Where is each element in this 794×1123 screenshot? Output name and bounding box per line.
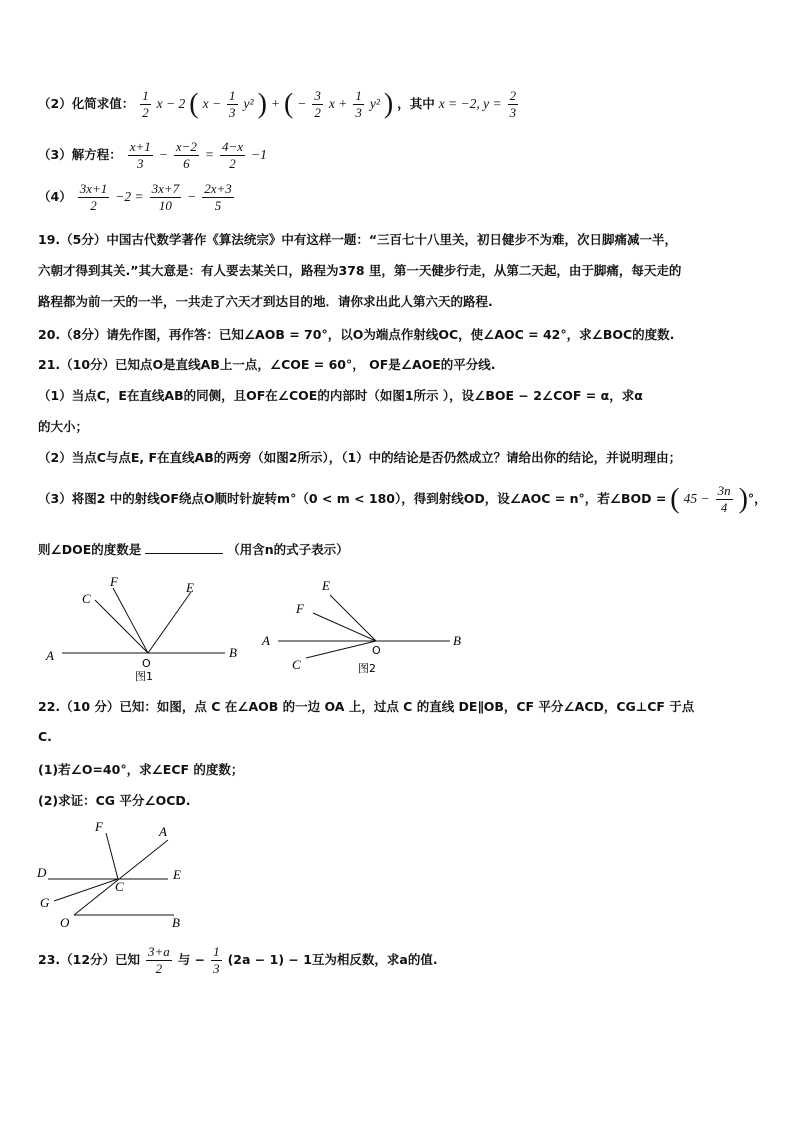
q21-line4: （2）当点C与点E, F在直线AB的两旁（如图2所示），（1）中的结论是否仍然成立？请给出你的结论，并说明理由； — [38, 450, 682, 465]
label-e: E — [186, 580, 194, 595]
q21-line6-hint: （用含n的式子表示） — [227, 542, 349, 557]
answer-blank[interactable] — [145, 553, 223, 554]
ray-of — [313, 613, 376, 641]
ray-oe — [148, 592, 191, 653]
label-b: B — [453, 633, 461, 648]
q21-figure-2 — [258, 575, 468, 680]
q21-line5: （3）将图2 中的射线OF绕点O顺时针旋转m°（0 < m < 180），得到射线OD，设∠AOC = n°，若∠BOD = ( 45 − $\frac{3n}{4}$ )°， — [38, 483, 767, 515]
label-o: O — [60, 915, 70, 930]
ray-cg — [54, 879, 118, 901]
q23-line — [38, 944, 438, 977]
fraction: $\frac{3x+1}{2}$ — [79, 181, 108, 213]
label-f: F — [110, 574, 118, 589]
q18-part4: （4） $\frac{3x+1}{2}$ −2 = $\frac{3x+7}{10}$ − $\frac{2x+3}{5}$ — [38, 181, 232, 213]
q22-line1: 22.（10 分）已知：如图，点 C 在∠AOB 的一边 OA 上，过点 C 的直线 DE∥OB，CF 平分∠ACD，CG⊥CF 于点 — [38, 699, 695, 714]
expr-text: −1 — [251, 147, 267, 162]
q18-part3-label: （3）解方程： — [38, 147, 122, 162]
q21-line5-text: （3）将图2 中的射线OF绕点O顺时针旋转m°（0 < m < 180），得到射线OD，设∠AOC = n°，若∠BOD = — [38, 491, 667, 506]
q21-figure-1 — [40, 570, 250, 682]
q18-part2: （2）化简求值： $\frac{1}{2}$ x − 2 ( x − $\frac{1}{3}$ y² ) + ( − $\frac{3}{2}$ x + $\frac{1}{3}$ y² ) ，其中 x = −2, y = $\frac{2}{3}$ — [38, 88, 517, 120]
expr-text: y² — [243, 96, 254, 111]
q19-line2: 六朝才得到其关.”其大意是：有人要去某关口，路程为378 里，第一天健步行走，从第二天起，由于脚痛，每天走的 — [38, 263, 682, 278]
fraction: $\frac{3}{2}$ — [314, 88, 321, 120]
q22-line4: (2)求证：CG 平分∠OCD. — [38, 793, 191, 808]
fraction: $\frac{4-x}{2}$ — [221, 139, 244, 171]
label-a: A — [46, 648, 54, 663]
expr-text: 45 − — [683, 491, 710, 506]
fraction: $\frac{1}{2}$ — [142, 88, 149, 120]
ray-oc — [95, 600, 148, 653]
label-b: B — [172, 915, 180, 930]
expr-text: x = −2, y = — [438, 96, 502, 111]
q21-line1: 21.（10分）已知点O是直线AB上一点，∠COE = 60°， OF是∠AOE的平分线. — [38, 357, 496, 372]
label-c: C — [82, 591, 91, 606]
label-e: E — [322, 578, 330, 593]
ray-oa — [74, 840, 168, 915]
fraction: $\frac{x-2}{6}$ — [175, 139, 197, 171]
label-o: O — [372, 644, 381, 657]
ray-cf — [106, 833, 118, 879]
label-c: C — [115, 879, 124, 894]
label-e: E — [173, 867, 181, 882]
label-o: O — [142, 657, 151, 670]
q22-line3: (1)若∠O=40°，求∠ECF 的度数； — [38, 762, 244, 777]
q18-part2-label: （2）化简求值： — [38, 96, 135, 111]
q22-line2: C. — [38, 729, 52, 744]
fraction: $\frac{3n}{4}$ — [717, 483, 731, 515]
fraction: $\frac{1}{3}$ — [213, 944, 220, 976]
fraction: $\frac{3+a}{2}$ — [148, 944, 170, 976]
ray-of — [113, 588, 148, 653]
label-g: G — [40, 895, 50, 910]
condition-label: ，其中 — [397, 96, 435, 111]
q23-text-a: 23.（12分）已知 — [38, 952, 141, 967]
expr-text: x − — [202, 96, 222, 111]
q23-text-c: (2a − 1) − 1互为相反数，求a的值. — [227, 952, 438, 967]
q21-line6 — [38, 540, 349, 558]
expr-text: x − 2 — [156, 96, 186, 111]
label-d: D — [37, 865, 47, 880]
q21-line6-text: 则∠DOE的度数是 — [38, 542, 142, 557]
q18-part4-label: （4） — [38, 189, 72, 204]
expr-text: y² — [369, 96, 380, 111]
q20-line1: 20.（8分）请先作图，再作答：已知∠AOB = 70°，以O为端点作射线OC，使∠AOC = 42°，求∠BOC的度数. — [38, 327, 675, 342]
fraction: $\frac{3x+7}{10}$ — [151, 181, 180, 213]
q22-figure — [34, 815, 204, 930]
q21-line2: （1）当点C，E在直线AB的同侧，且OF在∠COE的内部时（如图1所示 ），设∠BOE − 2∠COF = α，求α — [38, 388, 643, 403]
figure-caption: 图2 — [358, 662, 376, 675]
label-a: A — [159, 824, 167, 839]
fraction: $\frac{1}{3}$ — [229, 88, 236, 120]
label-a: A — [262, 633, 270, 648]
q23-text-b: 与 − — [177, 952, 206, 967]
q21-line3: 的大小； — [38, 419, 89, 434]
expr-text: + — [270, 96, 280, 111]
ray-oe — [330, 595, 376, 641]
label-b: B — [229, 645, 237, 660]
fraction: $\frac{x+1}{3}$ — [129, 139, 151, 171]
q19-line1: 19.（5分）中国古代数学著作《算法统宗》中有这样一题：“三百七十八里关，初日健步不为难，次日脚痛减一半， — [38, 232, 678, 247]
q19-line3: 路程都为前一天的一半，一共走了六天才到达目的地．请你求出此人第六天的路程. — [38, 294, 493, 309]
q18-part3: （3）解方程： $\frac{x+1}{3}$ − $\frac{x-2}{6}$ = $\frac{4-x}{2}$ −1 — [38, 139, 267, 171]
ray-oc — [306, 641, 376, 658]
label-c: C — [292, 657, 301, 672]
expr-text: −2 = — [115, 189, 144, 204]
fraction: $\frac{1}{3}$ — [355, 88, 362, 120]
label-f: F — [95, 819, 103, 834]
fraction: $\frac{2x+3}{5}$ — [204, 181, 232, 213]
expr-text: x + — [328, 96, 348, 111]
fraction: $\frac{2}{3}$ — [509, 88, 517, 120]
figure-caption: 图1 — [135, 670, 153, 682]
label-f: F — [296, 601, 304, 616]
expr-text: − — [297, 96, 307, 111]
